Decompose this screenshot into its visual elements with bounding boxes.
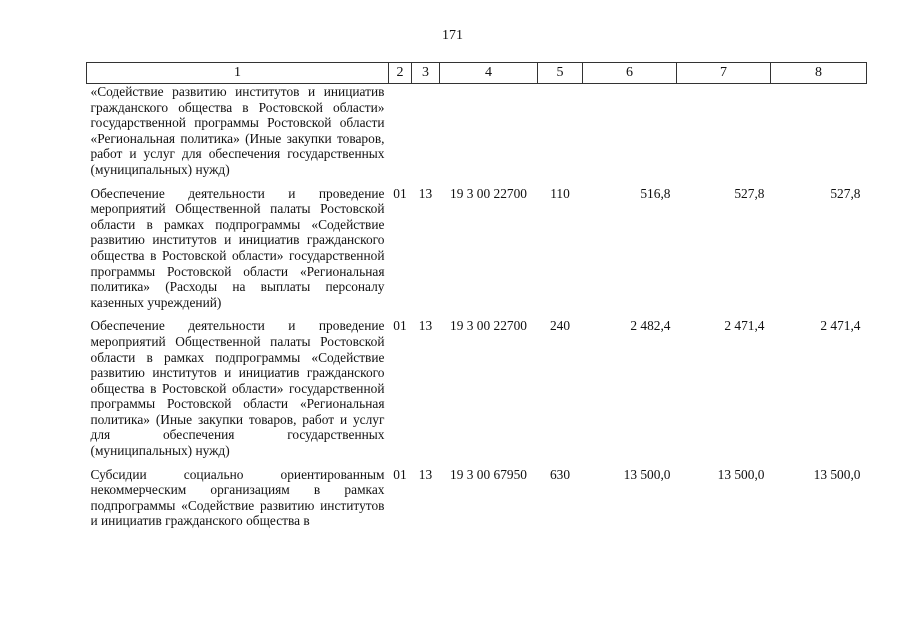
table-row xyxy=(87,84,867,178)
row-section-code xyxy=(389,84,412,178)
row-description: Обеспечение деятельности и проведение мероприятий Общественной палаты Ростовской области в рамках подпрограммы «Содействие развитию институтов и инициатив гражданского общества в Ростовской области» государственной программы Ростовской области «Региональная политика» (Иные закупки товаров, работ и услуг для обеспечения государственных (муниципальных) нужд) xyxy=(90,318,385,459)
table-body xyxy=(87,84,867,529)
row-amount-6: 2 482,4 xyxy=(630,318,671,334)
row-amount-8: 2 471,4 xyxy=(820,318,861,334)
column-header-7: 7 xyxy=(677,63,771,84)
row-section-code: 01 xyxy=(393,466,407,482)
table-row xyxy=(87,467,867,529)
table-row xyxy=(87,186,867,311)
row-amount-7: 527,8 xyxy=(734,185,765,201)
row-target-article xyxy=(440,84,538,178)
row-subsection-code: 13 xyxy=(418,318,433,334)
row-amount-6: 13 500,0 xyxy=(623,466,671,482)
row-target-article: 19 3 00 22700 xyxy=(450,318,527,334)
row-target-article: 19 3 00 67950 xyxy=(450,466,527,482)
column-header-1: 1 xyxy=(87,63,389,84)
row-amount-7: 13 500,0 xyxy=(717,466,765,482)
row-description: «Содействие развитию институтов и инициатив гражданского общества в Ростовской области» государственной программы Ростовской области «Региональная политика» (Иные закупки товаров, работ и услуг для обеспечения государственных (муниципальных) нужд) xyxy=(90,84,385,177)
column-header-2: 2 xyxy=(389,63,412,84)
column-header-3: 3 xyxy=(412,63,440,84)
row-expense-type xyxy=(538,84,583,178)
row-amount-7: 2 471,4 xyxy=(724,318,765,334)
budget-table xyxy=(86,62,867,529)
page-number: 171 xyxy=(442,28,463,43)
table-header xyxy=(87,63,867,84)
row-subsection-code: 13 xyxy=(418,466,433,482)
row-spacer xyxy=(87,459,867,467)
header-row xyxy=(87,63,867,84)
row-amount-7 xyxy=(677,84,771,178)
row-amount-8: 13 500,0 xyxy=(813,466,861,482)
column-header-6: 6 xyxy=(583,63,677,84)
row-expense-type: 240 xyxy=(549,318,571,334)
row-subsection-code: 13 xyxy=(418,185,433,201)
row-spacer xyxy=(87,310,867,318)
column-header-8: 8 xyxy=(771,63,867,84)
row-amount-6: 516,8 xyxy=(640,185,671,201)
row-target-article: 19 3 00 22700 xyxy=(450,185,527,201)
column-header-4: 4 xyxy=(440,63,538,84)
row-spacer xyxy=(87,178,867,186)
row-description-text: Субсидии социально ориентированным некоммерческим организациям в рамках подпрограммы «Содействие развитию институтов и инициатив гражданского общества в xyxy=(90,466,385,529)
row-section-code: 01 xyxy=(393,185,407,201)
row-description: Обеспечение деятельности и проведение мероприятий Общественной палаты Ростовской области в рамках подпрограммы «Содействие развитию институтов и инициатив гражданского общества в Ростовской области» государственной программы Ростовской области «Региональная политика» (Расходы на выплаты персоналу казенных учреждений) xyxy=(90,185,385,310)
row-amount-8 xyxy=(771,84,867,178)
row-subsection-code xyxy=(412,84,440,178)
row-amount-8: 527,8 xyxy=(830,185,861,201)
row-expense-type: 110 xyxy=(550,185,570,201)
table-row xyxy=(87,318,867,458)
row-section-code: 01 xyxy=(393,318,407,334)
row-description xyxy=(87,467,389,529)
column-header-5: 5 xyxy=(538,63,583,84)
row-amount-6 xyxy=(583,84,677,178)
row-expense-type: 630 xyxy=(549,466,571,482)
